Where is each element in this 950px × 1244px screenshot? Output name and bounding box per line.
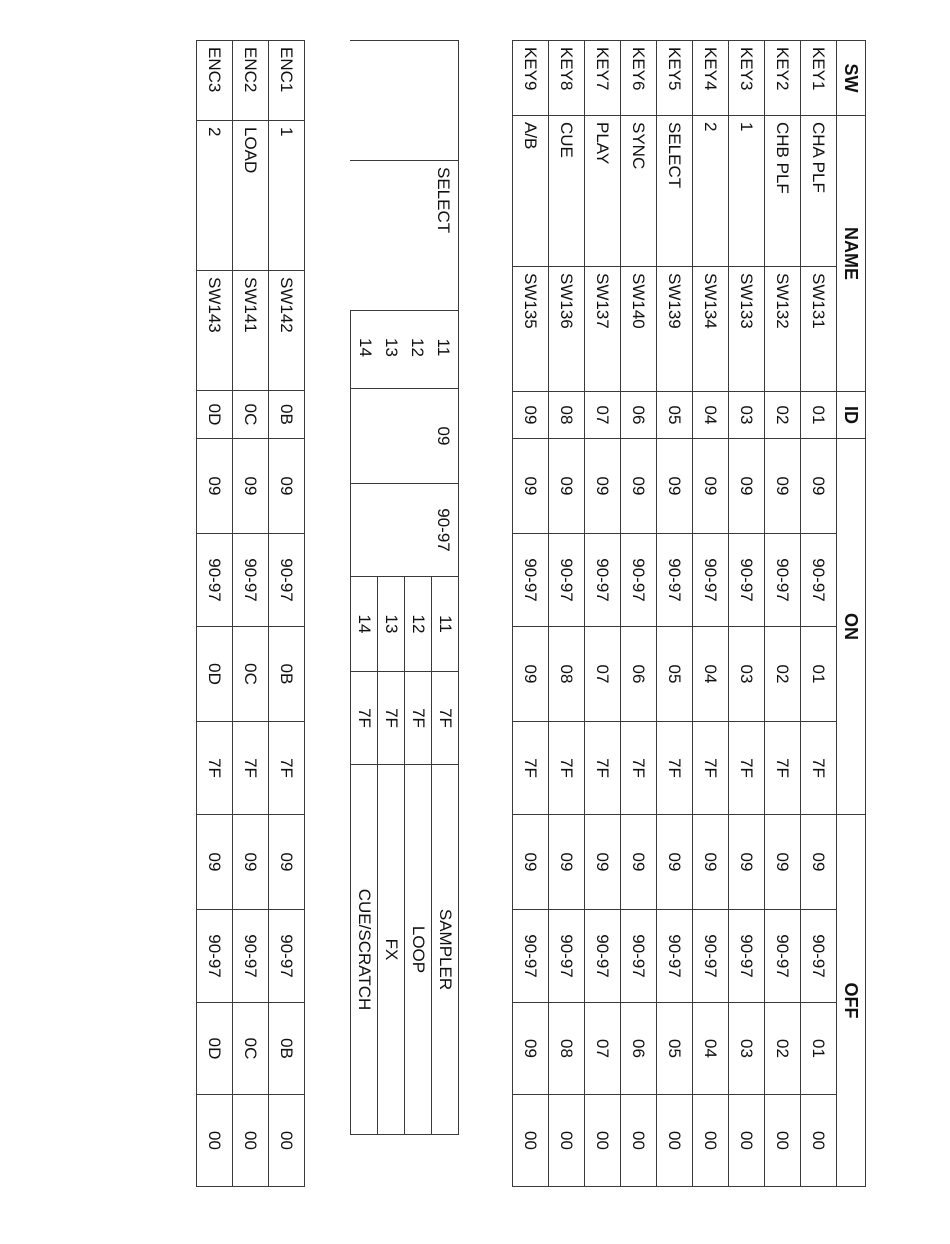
select-block-row — [351, 41, 459, 1135]
cell-off-channel: 09 — [765, 815, 801, 910]
cell-on-note: 08 — [549, 627, 585, 722]
select-block-on-channel: 09 — [351, 389, 459, 484]
cell-off-range: 90-97 — [585, 910, 621, 1003]
cell-off-velocity: 00 — [269, 1095, 305, 1187]
cell-off-channel: 09 — [197, 815, 233, 910]
cell-sw: KEY4 — [693, 41, 729, 116]
cell-off-range: 90-97 — [197, 910, 233, 1003]
select-id: 14 — [356, 338, 376, 357]
cell-off-channel: 09 — [585, 815, 621, 910]
cell-id: 01 — [801, 392, 837, 439]
cell-off-velocity: 00 — [657, 1095, 693, 1187]
key-row — [585, 41, 621, 1187]
cell-label: 2 — [693, 116, 729, 267]
cell-label: 1 — [729, 116, 765, 267]
cell-on-velocity: 7F — [801, 722, 837, 815]
cell-sw: KEY5 — [657, 41, 693, 116]
cell-on-velocity: 7F — [549, 722, 585, 815]
select-id: 13 — [382, 338, 402, 357]
select-id: 11 — [434, 338, 454, 357]
cell-label: CUE — [549, 116, 585, 267]
select-id: 12 — [408, 338, 428, 357]
select-velocity: 7F — [405, 672, 432, 764]
encoder-row — [233, 41, 269, 1187]
cell-off-range: 90-97 — [801, 910, 837, 1003]
select-mode: LOOP — [405, 765, 432, 1134]
cell-id: 03 — [729, 392, 765, 439]
cell-off-channel: 09 — [729, 815, 765, 910]
cell-sw: ENC3 — [197, 41, 233, 121]
cell-off-note: 01 — [801, 1003, 837, 1095]
key-row — [693, 41, 729, 1187]
cell-id: 0C — [233, 391, 269, 439]
cell-off-note: 06 — [621, 1003, 657, 1095]
select-mode: CUE/SCRATCH — [351, 765, 378, 1134]
cell-on-range: 90-97 — [729, 534, 765, 627]
cell-off-channel: 09 — [233, 815, 269, 910]
cell-label: 2 — [197, 121, 233, 271]
encoder-rows — [197, 41, 305, 1187]
key-row — [513, 41, 549, 1187]
cell-sw: KEY3 — [729, 41, 765, 116]
cell-on-range: 90-97 — [269, 534, 305, 627]
cell-code: SW135 — [513, 267, 549, 392]
cell-id: 05 — [657, 392, 693, 439]
cell-on-range: 90-97 — [801, 534, 837, 627]
cell-off-range: 90-97 — [693, 910, 729, 1003]
cell-sw: KEY9 — [513, 41, 549, 116]
cell-on-channel: 09 — [585, 439, 621, 534]
cell-id: 02 — [765, 392, 801, 439]
cell-on-range: 90-97 — [621, 534, 657, 627]
cell-off-velocity: 00 — [801, 1095, 837, 1187]
cell-on-channel: 09 — [513, 439, 549, 534]
cell-label: CHA PLF — [801, 116, 837, 267]
cell-on-velocity: 7F — [233, 722, 269, 815]
cell-on-note: 05 — [657, 627, 693, 722]
cell-on-range: 90-97 — [549, 534, 585, 627]
cell-on-channel: 09 — [801, 439, 837, 534]
cell-on-channel: 09 — [197, 439, 233, 534]
cell-code: SW134 — [693, 267, 729, 392]
cell-off-range: 90-97 — [621, 910, 657, 1003]
cell-off-range: 90-97 — [729, 910, 765, 1003]
cell-off-velocity: 00 — [765, 1095, 801, 1187]
cell-off-channel: 09 — [621, 815, 657, 910]
cell-code: SW133 — [729, 267, 765, 392]
header-on: ON — [837, 439, 866, 815]
cell-sw: KEY1 — [801, 41, 837, 116]
header-name: NAME — [837, 116, 866, 392]
cell-on-velocity: 7F — [621, 722, 657, 815]
cell-code: SW132 — [765, 267, 801, 392]
cell-id: 07 — [585, 392, 621, 439]
select-block-on-notes — [351, 577, 459, 672]
cell-on-note: 09 — [513, 627, 549, 722]
cell-on-note: 06 — [621, 627, 657, 722]
cell-on-note: 02 — [765, 627, 801, 722]
key-row — [657, 41, 693, 1187]
cell-on-note: 0B — [269, 627, 305, 722]
cell-on-channel: 09 — [765, 439, 801, 534]
cell-code: SW142 — [269, 271, 305, 391]
cell-code: SW137 — [585, 267, 621, 392]
cell-code: SW136 — [549, 267, 585, 392]
select-velocity: 7F — [378, 672, 405, 764]
cell-on-channel: 09 — [621, 439, 657, 534]
select-velocity: 7F — [436, 708, 455, 728]
cell-on-note: 07 — [585, 627, 621, 722]
select-note: 12 — [405, 577, 432, 671]
cell-off-note: 02 — [765, 1003, 801, 1095]
cell-on-channel: 09 — [233, 439, 269, 534]
select-block-on-range: 90-97 — [351, 484, 459, 577]
cell-id: 0D — [197, 391, 233, 439]
cell-on-range: 90-97 — [657, 534, 693, 627]
cell-sw: KEY6 — [621, 41, 657, 116]
select-mode: SAMPLER — [436, 908, 455, 991]
key-row — [729, 41, 765, 1187]
cell-on-velocity: 7F — [585, 722, 621, 815]
cell-on-range: 90-97 — [513, 534, 549, 627]
select-note: 13 — [378, 577, 405, 671]
cell-label: SYNC — [621, 116, 657, 267]
cell-sw: ENC2 — [233, 41, 269, 121]
cell-off-channel: 09 — [513, 815, 549, 910]
cell-on-channel: 09 — [657, 439, 693, 534]
cell-label: 1 — [269, 121, 305, 271]
key-row — [765, 41, 801, 1187]
select-block-sw — [351, 41, 459, 161]
cell-off-velocity: 00 — [585, 1095, 621, 1187]
key-row — [621, 41, 657, 1187]
cell-off-range: 90-97 — [549, 910, 585, 1003]
header-off: OFF — [837, 815, 866, 1187]
cell-id: 08 — [549, 392, 585, 439]
header-row — [837, 41, 866, 1187]
cell-on-channel: 09 — [693, 439, 729, 534]
cell-on-velocity: 7F — [513, 722, 549, 815]
cell-on-velocity: 7F — [693, 722, 729, 815]
cell-label: PLAY — [585, 116, 621, 267]
cell-on-channel: 09 — [549, 439, 585, 534]
cell-on-range: 90-97 — [585, 534, 621, 627]
cell-sw: KEY2 — [765, 41, 801, 116]
select-mode: FX — [378, 765, 405, 1134]
cell-label: LOAD — [233, 121, 269, 271]
cell-on-range: 90-97 — [233, 534, 269, 627]
select-note: 14 — [351, 577, 378, 671]
cell-off-channel: 09 — [801, 815, 837, 910]
select-velocity: 7F — [351, 672, 378, 764]
cell-off-velocity: 00 — [729, 1095, 765, 1187]
cell-id: 09 — [513, 392, 549, 439]
cell-off-channel: 09 — [549, 815, 585, 910]
key-mapping-table — [512, 40, 866, 1187]
cell-on-note: 04 — [693, 627, 729, 722]
cell-off-range: 90-97 — [233, 910, 269, 1003]
key-rows — [513, 41, 837, 1187]
cell-code: SW140 — [621, 267, 657, 392]
cell-on-velocity: 7F — [657, 722, 693, 815]
encoder-row — [197, 41, 233, 1187]
encoder-mapping-table — [196, 40, 305, 1187]
cell-off-velocity: 00 — [233, 1095, 269, 1187]
cell-off-note: 03 — [729, 1003, 765, 1095]
cell-off-velocity: 00 — [621, 1095, 657, 1187]
cell-code: SW139 — [657, 267, 693, 392]
cell-off-channel: 09 — [657, 815, 693, 910]
cell-off-note: 05 — [657, 1003, 693, 1095]
cell-label: CHB PLF — [765, 116, 801, 267]
cell-on-velocity: 7F — [729, 722, 765, 815]
cell-off-note: 04 — [693, 1003, 729, 1095]
cell-off-channel: 09 — [269, 815, 305, 910]
cell-off-note: 0B — [269, 1003, 305, 1095]
select-block-label: SELECT — [351, 161, 459, 311]
cell-off-velocity: 00 — [513, 1095, 549, 1187]
cell-on-note: 0D — [197, 627, 233, 722]
cell-on-note: 03 — [729, 627, 765, 722]
cell-off-velocity: 00 — [549, 1095, 585, 1187]
select-block-on-velocity — [351, 672, 459, 765]
cell-off-range: 90-97 — [765, 910, 801, 1003]
select-note: 11 — [436, 615, 455, 633]
cell-id: 0B — [269, 391, 305, 439]
cell-off-range: 90-97 — [269, 910, 305, 1003]
cell-label: SELECT — [657, 116, 693, 267]
cell-code: SW131 — [801, 267, 837, 392]
header-id: ID — [837, 392, 866, 439]
cell-sw: ENC1 — [269, 41, 305, 121]
select-block-table — [350, 40, 459, 1135]
cell-off-note: 07 — [585, 1003, 621, 1095]
cell-id: 04 — [693, 392, 729, 439]
key-row — [801, 41, 837, 1187]
cell-code: SW143 — [197, 271, 233, 391]
cell-off-range: 90-97 — [657, 910, 693, 1003]
cell-on-velocity: 7F — [197, 722, 233, 815]
key-row — [549, 41, 585, 1187]
cell-on-range: 90-97 — [765, 534, 801, 627]
cell-on-velocity: 7F — [765, 722, 801, 815]
cell-label: A/B — [513, 116, 549, 267]
cell-off-channel: 09 — [693, 815, 729, 910]
cell-id: 06 — [621, 392, 657, 439]
cell-on-range: 90-97 — [693, 534, 729, 627]
cell-code: SW141 — [233, 271, 269, 391]
header-sw: SW — [837, 41, 866, 116]
encoder-row — [269, 41, 305, 1187]
cell-on-note: 01 — [801, 627, 837, 722]
cell-off-range: 90-97 — [513, 910, 549, 1003]
cell-on-note: 0C — [233, 627, 269, 722]
select-block-ids — [351, 311, 459, 389]
select-block-modes — [351, 765, 459, 1135]
cell-off-velocity: 00 — [693, 1095, 729, 1187]
cell-off-note: 09 — [513, 1003, 549, 1095]
cell-off-note: 08 — [549, 1003, 585, 1095]
cell-sw: KEY7 — [585, 41, 621, 116]
cell-on-channel: 09 — [729, 439, 765, 534]
cell-off-velocity: 00 — [197, 1095, 233, 1187]
cell-sw: KEY8 — [549, 41, 585, 116]
cell-off-note: 0D — [197, 1003, 233, 1095]
cell-on-range: 90-97 — [197, 534, 233, 627]
cell-off-note: 0C — [233, 1003, 269, 1095]
cell-on-velocity: 7F — [269, 722, 305, 815]
cell-on-channel: 09 — [269, 439, 305, 534]
